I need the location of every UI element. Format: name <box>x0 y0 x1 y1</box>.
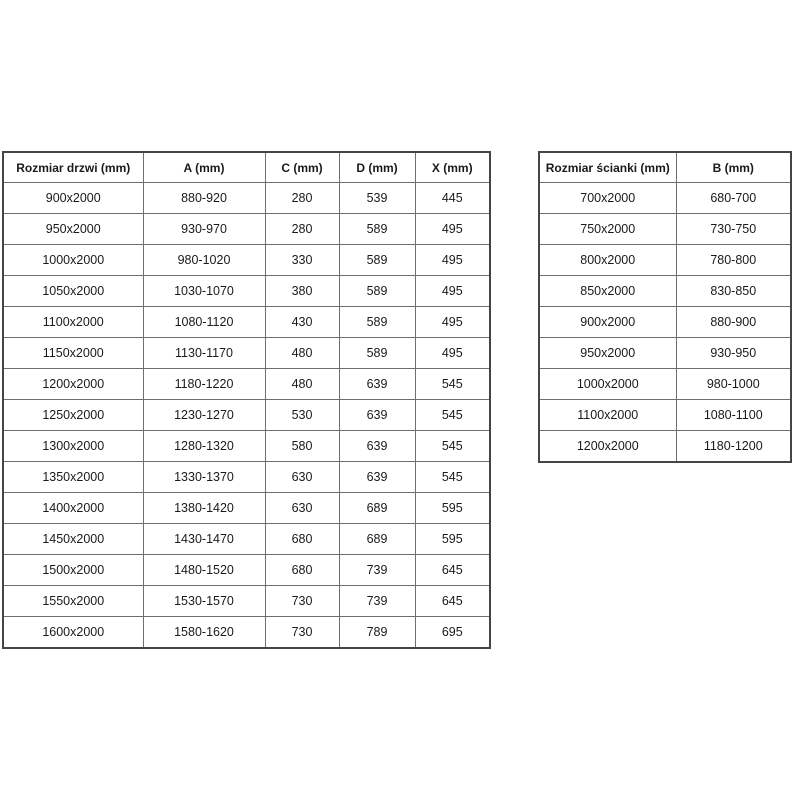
table-cell: 1130-1170 <box>143 338 265 369</box>
header-row <box>539 152 791 183</box>
table-cell: 480 <box>265 369 339 400</box>
table-cell: 639 <box>339 400 415 431</box>
table-cell: 1250x2000 <box>3 400 143 431</box>
table-cell: 495 <box>415 307 490 338</box>
table-cell: 1000x2000 <box>3 245 143 276</box>
table-cell: 950x2000 <box>539 338 676 369</box>
table-cell: 1300x2000 <box>3 431 143 462</box>
table-row <box>539 400 791 431</box>
table-cell: 630 <box>265 462 339 493</box>
table-cell: 645 <box>415 555 490 586</box>
table-cell: 950x2000 <box>3 214 143 245</box>
table-cell: 595 <box>415 493 490 524</box>
table-cell: 1330-1370 <box>143 462 265 493</box>
table-cell: 1150x2000 <box>3 338 143 369</box>
table-cell: 789 <box>339 617 415 649</box>
table-cell: 1080-1120 <box>143 307 265 338</box>
table-cell: 495 <box>415 245 490 276</box>
table-cell: 730 <box>265 617 339 649</box>
table-cell: 700x2000 <box>539 183 676 214</box>
door-size-table <box>2 151 491 649</box>
table-cell: 645 <box>415 586 490 617</box>
table-cell: 1580-1620 <box>143 617 265 649</box>
table-cell: 1480-1520 <box>143 555 265 586</box>
header-cell: B (mm) <box>676 152 791 183</box>
table-cell: 545 <box>415 431 490 462</box>
table-row <box>3 307 490 338</box>
table-cell: 495 <box>415 214 490 245</box>
table-cell: 445 <box>415 183 490 214</box>
table-row <box>539 307 791 338</box>
table-cell: 680 <box>265 555 339 586</box>
table-cell: 1080-1100 <box>676 400 791 431</box>
table-cell: 589 <box>339 307 415 338</box>
table-cell: 680 <box>265 524 339 555</box>
table-cell: 589 <box>339 276 415 307</box>
table-row <box>3 524 490 555</box>
header-cell: A (mm) <box>143 152 265 183</box>
table-cell: 495 <box>415 276 490 307</box>
table-cell: 1550x2000 <box>3 586 143 617</box>
table-cell: 739 <box>339 586 415 617</box>
table-cell: 730 <box>265 586 339 617</box>
table-cell: 900x2000 <box>539 307 676 338</box>
table-cell: 900x2000 <box>3 183 143 214</box>
table-row <box>3 276 490 307</box>
table-row <box>3 462 490 493</box>
table-cell: 545 <box>415 462 490 493</box>
table-cell: 930-970 <box>143 214 265 245</box>
header-cell: X (mm) <box>415 152 490 183</box>
table-row <box>3 400 490 431</box>
table-row <box>3 493 490 524</box>
table-cell: 545 <box>415 400 490 431</box>
table-cell: 1180-1200 <box>676 431 791 463</box>
table-cell: 1450x2000 <box>3 524 143 555</box>
table-row <box>3 214 490 245</box>
table-cell: 880-900 <box>676 307 791 338</box>
header-cell: Rozmiar ścianki (mm) <box>539 152 676 183</box>
table-cell: 930-950 <box>676 338 791 369</box>
table-cell: 530 <box>265 400 339 431</box>
table-row <box>3 431 490 462</box>
table-row <box>3 586 490 617</box>
table-row <box>3 617 490 649</box>
table-cell: 850x2000 <box>539 276 676 307</box>
table-cell: 680-700 <box>676 183 791 214</box>
table-cell: 580 <box>265 431 339 462</box>
table-cell: 280 <box>265 183 339 214</box>
table-cell: 1380-1420 <box>143 493 265 524</box>
table-cell: 1180-1220 <box>143 369 265 400</box>
table-cell: 545 <box>415 369 490 400</box>
table-cell: 1200x2000 <box>539 431 676 463</box>
table-cell: 480 <box>265 338 339 369</box>
table-cell: 1100x2000 <box>539 400 676 431</box>
table-cell: 1200x2000 <box>3 369 143 400</box>
table-cell: 539 <box>339 183 415 214</box>
table-cell: 750x2000 <box>539 214 676 245</box>
header-row <box>3 152 490 183</box>
table-row <box>3 183 490 214</box>
table-row <box>539 245 791 276</box>
table-cell: 589 <box>339 214 415 245</box>
header-cell: C (mm) <box>265 152 339 183</box>
table-cell: 639 <box>339 369 415 400</box>
table-cell: 639 <box>339 462 415 493</box>
table-cell: 1530-1570 <box>143 586 265 617</box>
table-cell: 1050x2000 <box>3 276 143 307</box>
table-cell: 689 <box>339 524 415 555</box>
wall-size-table <box>538 151 792 463</box>
table-cell: 589 <box>339 245 415 276</box>
table-cell: 739 <box>339 555 415 586</box>
table-cell: 1030-1070 <box>143 276 265 307</box>
table-row <box>3 369 490 400</box>
table-cell: 1000x2000 <box>539 369 676 400</box>
table-cell: 595 <box>415 524 490 555</box>
table-row <box>539 338 791 369</box>
table-cell: 980-1020 <box>143 245 265 276</box>
table-cell: 830-850 <box>676 276 791 307</box>
table-row <box>3 555 490 586</box>
table-row <box>539 214 791 245</box>
table-cell: 589 <box>339 338 415 369</box>
table-cell: 1350x2000 <box>3 462 143 493</box>
table-cell: 495 <box>415 338 490 369</box>
table-cell: 430 <box>265 307 339 338</box>
table-cell: 980-1000 <box>676 369 791 400</box>
table-cell: 330 <box>265 245 339 276</box>
table-cell: 780-800 <box>676 245 791 276</box>
table-cell: 280 <box>265 214 339 245</box>
header-cell: D (mm) <box>339 152 415 183</box>
table-row <box>3 245 490 276</box>
table-cell: 1280-1320 <box>143 431 265 462</box>
table-cell: 880-920 <box>143 183 265 214</box>
table-cell: 639 <box>339 431 415 462</box>
table-cell: 695 <box>415 617 490 649</box>
table-cell: 730-750 <box>676 214 791 245</box>
table-cell: 689 <box>339 493 415 524</box>
table-cell: 1600x2000 <box>3 617 143 649</box>
table-row <box>539 183 791 214</box>
table-cell: 630 <box>265 493 339 524</box>
table-row <box>539 431 791 463</box>
table-cell: 1500x2000 <box>3 555 143 586</box>
table-row <box>3 338 490 369</box>
table-row <box>539 276 791 307</box>
table-cell: 1230-1270 <box>143 400 265 431</box>
table-cell: 1430-1470 <box>143 524 265 555</box>
header-cell: Rozmiar drzwi (mm) <box>3 152 143 183</box>
table-cell: 800x2000 <box>539 245 676 276</box>
table-cell: 380 <box>265 276 339 307</box>
table-cell: 1100x2000 <box>3 307 143 338</box>
table-row <box>539 369 791 400</box>
table-cell: 1400x2000 <box>3 493 143 524</box>
